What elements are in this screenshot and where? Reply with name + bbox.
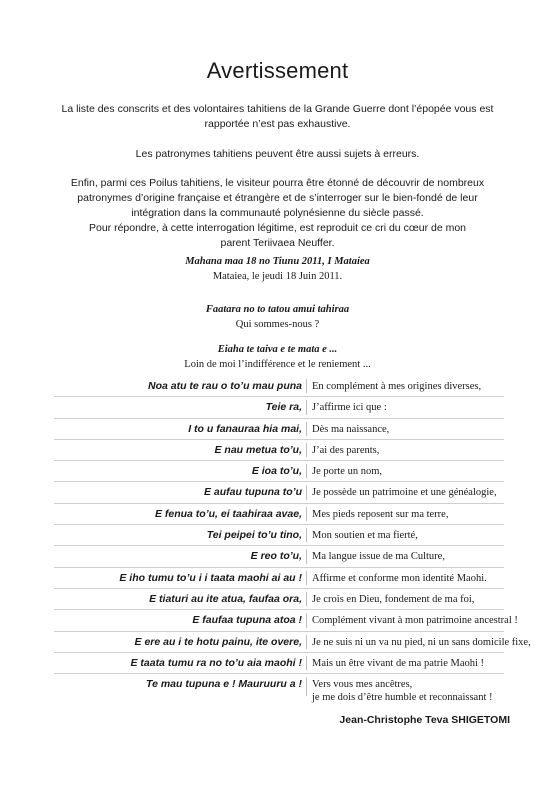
dateline-french: Mataiea, le jeudi 18 Juin 2011. — [212, 271, 343, 282]
column-divider — [306, 677, 307, 696]
dateline-tahitian: Mahana maa 18 no Tiunu 2011, I Mataiea — [185, 256, 370, 267]
poem-french: Dès ma naissance, — [312, 423, 390, 435]
column-divider — [306, 656, 307, 670]
poem-french-line: je me dois d’être humble et reconnaissant ! — [312, 692, 493, 704]
intro-line: parent Teriivaea Neuffer. — [220, 237, 335, 249]
poem-row — [54, 632, 531, 653]
author-signature: Jean-Christophe Teva SHIGETOMI — [339, 714, 510, 726]
refrain-block — [40, 342, 515, 372]
intro-line: Enfin, parmi ces Poilus tahitiens, le visiteur pourra être étonné de découvrir de nombreux — [70, 177, 485, 189]
poem-tahitian: E nau metua to’u, — [214, 443, 302, 456]
intro-line: Pour répondre, à cette interrogation légitime, est reproduit ce cri du cœur de mon — [88, 222, 467, 234]
column-divider — [306, 549, 307, 563]
refrain-french: Loin de moi l’indifférence et le reniement ... — [184, 359, 371, 370]
question-french: Qui sommes-nous ? — [235, 319, 320, 330]
dateline — [40, 254, 515, 284]
column-divider — [306, 507, 307, 521]
poem-row — [54, 546, 504, 567]
poem-tahitian: Teie ra, — [265, 401, 302, 414]
poem-tahitian: E reo to’u, — [250, 550, 302, 563]
column-divider — [306, 464, 307, 478]
column-divider — [306, 379, 307, 393]
poem-tahitian: Te mau tupuna e ! Mauruuru a ! — [146, 678, 302, 691]
poem-french — [312, 678, 555, 704]
poem-row — [54, 419, 504, 440]
poem-french: J’affirme ici que : — [312, 402, 387, 414]
poem-tahitian: E iho tumu to’u i i taata maohi ai au ! — [119, 571, 302, 584]
poem-row — [54, 610, 518, 631]
poem-row — [54, 589, 504, 610]
poem-french: Mes pieds reposent sur ma terre, — [312, 508, 449, 520]
column-divider — [306, 571, 307, 585]
poem-tahitian: E ioa to’u, — [251, 465, 302, 478]
poem-french: En complément à mes origines diverses, — [312, 381, 482, 392]
poem-row — [54, 461, 504, 482]
poem-french: Je crois en Dieu, fondement de ma foi, — [312, 593, 475, 605]
intro-paragraph-2: Les patronymes tahitiens peuvent être aussi sujets à erreurs. — [135, 148, 420, 160]
question-tahitian: Faatara no to tatou amui tahiraa — [205, 304, 350, 315]
poem-tahitian: Tei peipei to’u tino, — [206, 529, 302, 542]
poem-row-last — [54, 674, 504, 708]
poem-french: Complément vivant à mon patrimoine ancestral ! — [312, 615, 518, 627]
intro-paragraph-1: La liste des conscrits et des volontaires tahitiens de la Grande Guerre dont l’épopée vous est rapportée n’est pas exhaustive. — [61, 103, 494, 130]
page-title: Avertissement — [206, 58, 349, 83]
poem-tahitian: E tiaturi au ite atua, faufaa ora, — [149, 592, 302, 605]
intro-line: intégration dans la communauté polynésienne du siècle passé. — [131, 207, 424, 219]
column-divider — [306, 528, 307, 542]
poem-row — [54, 376, 504, 397]
column-divider — [306, 400, 307, 414]
column-divider — [306, 613, 307, 627]
poem-tahitian: E taata tumu ra no to’u aia maohi ! — [130, 656, 302, 669]
poem-tahitian: I to u fanauraa hia mai, — [188, 422, 302, 435]
poem-french: Mais un être vivant de ma patrie Maohi ! — [312, 657, 485, 669]
poem-tahitian: E ere au i te hotu painu, ite overe, — [134, 635, 302, 648]
poem-tahitian: Noa atu te rau o to’u mau puna — [147, 380, 302, 392]
poem-row — [54, 568, 504, 589]
poem-french: Je porte un nom, — [312, 466, 382, 478]
column-divider — [306, 485, 307, 499]
poem-row — [54, 482, 504, 503]
poem-row — [54, 440, 504, 461]
column-divider — [306, 635, 307, 649]
poem-tahitian: E fenua to’u, ei taahiraa avae, — [154, 507, 302, 520]
poem-row — [54, 504, 504, 525]
poem-french-line: Vers vous mes ancêtres, — [312, 679, 413, 691]
column-divider — [306, 422, 307, 436]
intro-paragraph-3 — [40, 176, 515, 251]
poem-table — [54, 376, 531, 708]
refrain-tahitian: Eiaha te taiva e te mata e ... — [217, 344, 338, 355]
poem-row — [54, 525, 504, 546]
poem-row — [54, 653, 504, 674]
poem-french: Mon soutien et ma fierté, — [312, 530, 418, 542]
poem-french: Je ne suis ni un va nu pied, ni un sans domicile fixe, — [312, 636, 531, 648]
poem-row — [54, 397, 504, 418]
poem-tahitian: E aufau tupuna to’u — [204, 486, 302, 499]
poem-french: Affirme et conforme mon identité Maohi. — [312, 572, 487, 584]
poem-tahitian: E faufaa tupuna atoa ! — [192, 614, 302, 627]
question-block — [40, 302, 515, 332]
poem-french: Je possède un patrimoine et une généalogie, — [312, 487, 497, 499]
column-divider — [306, 443, 307, 457]
poem-french: J’ai des parents, — [312, 444, 380, 456]
intro-line: patronymes d’origine française et étrangère et de s’interroger sur le bien-fondé de leur — [77, 192, 478, 204]
poem-french: Ma langue issue de ma Culture, — [312, 551, 445, 563]
column-divider — [306, 592, 307, 606]
